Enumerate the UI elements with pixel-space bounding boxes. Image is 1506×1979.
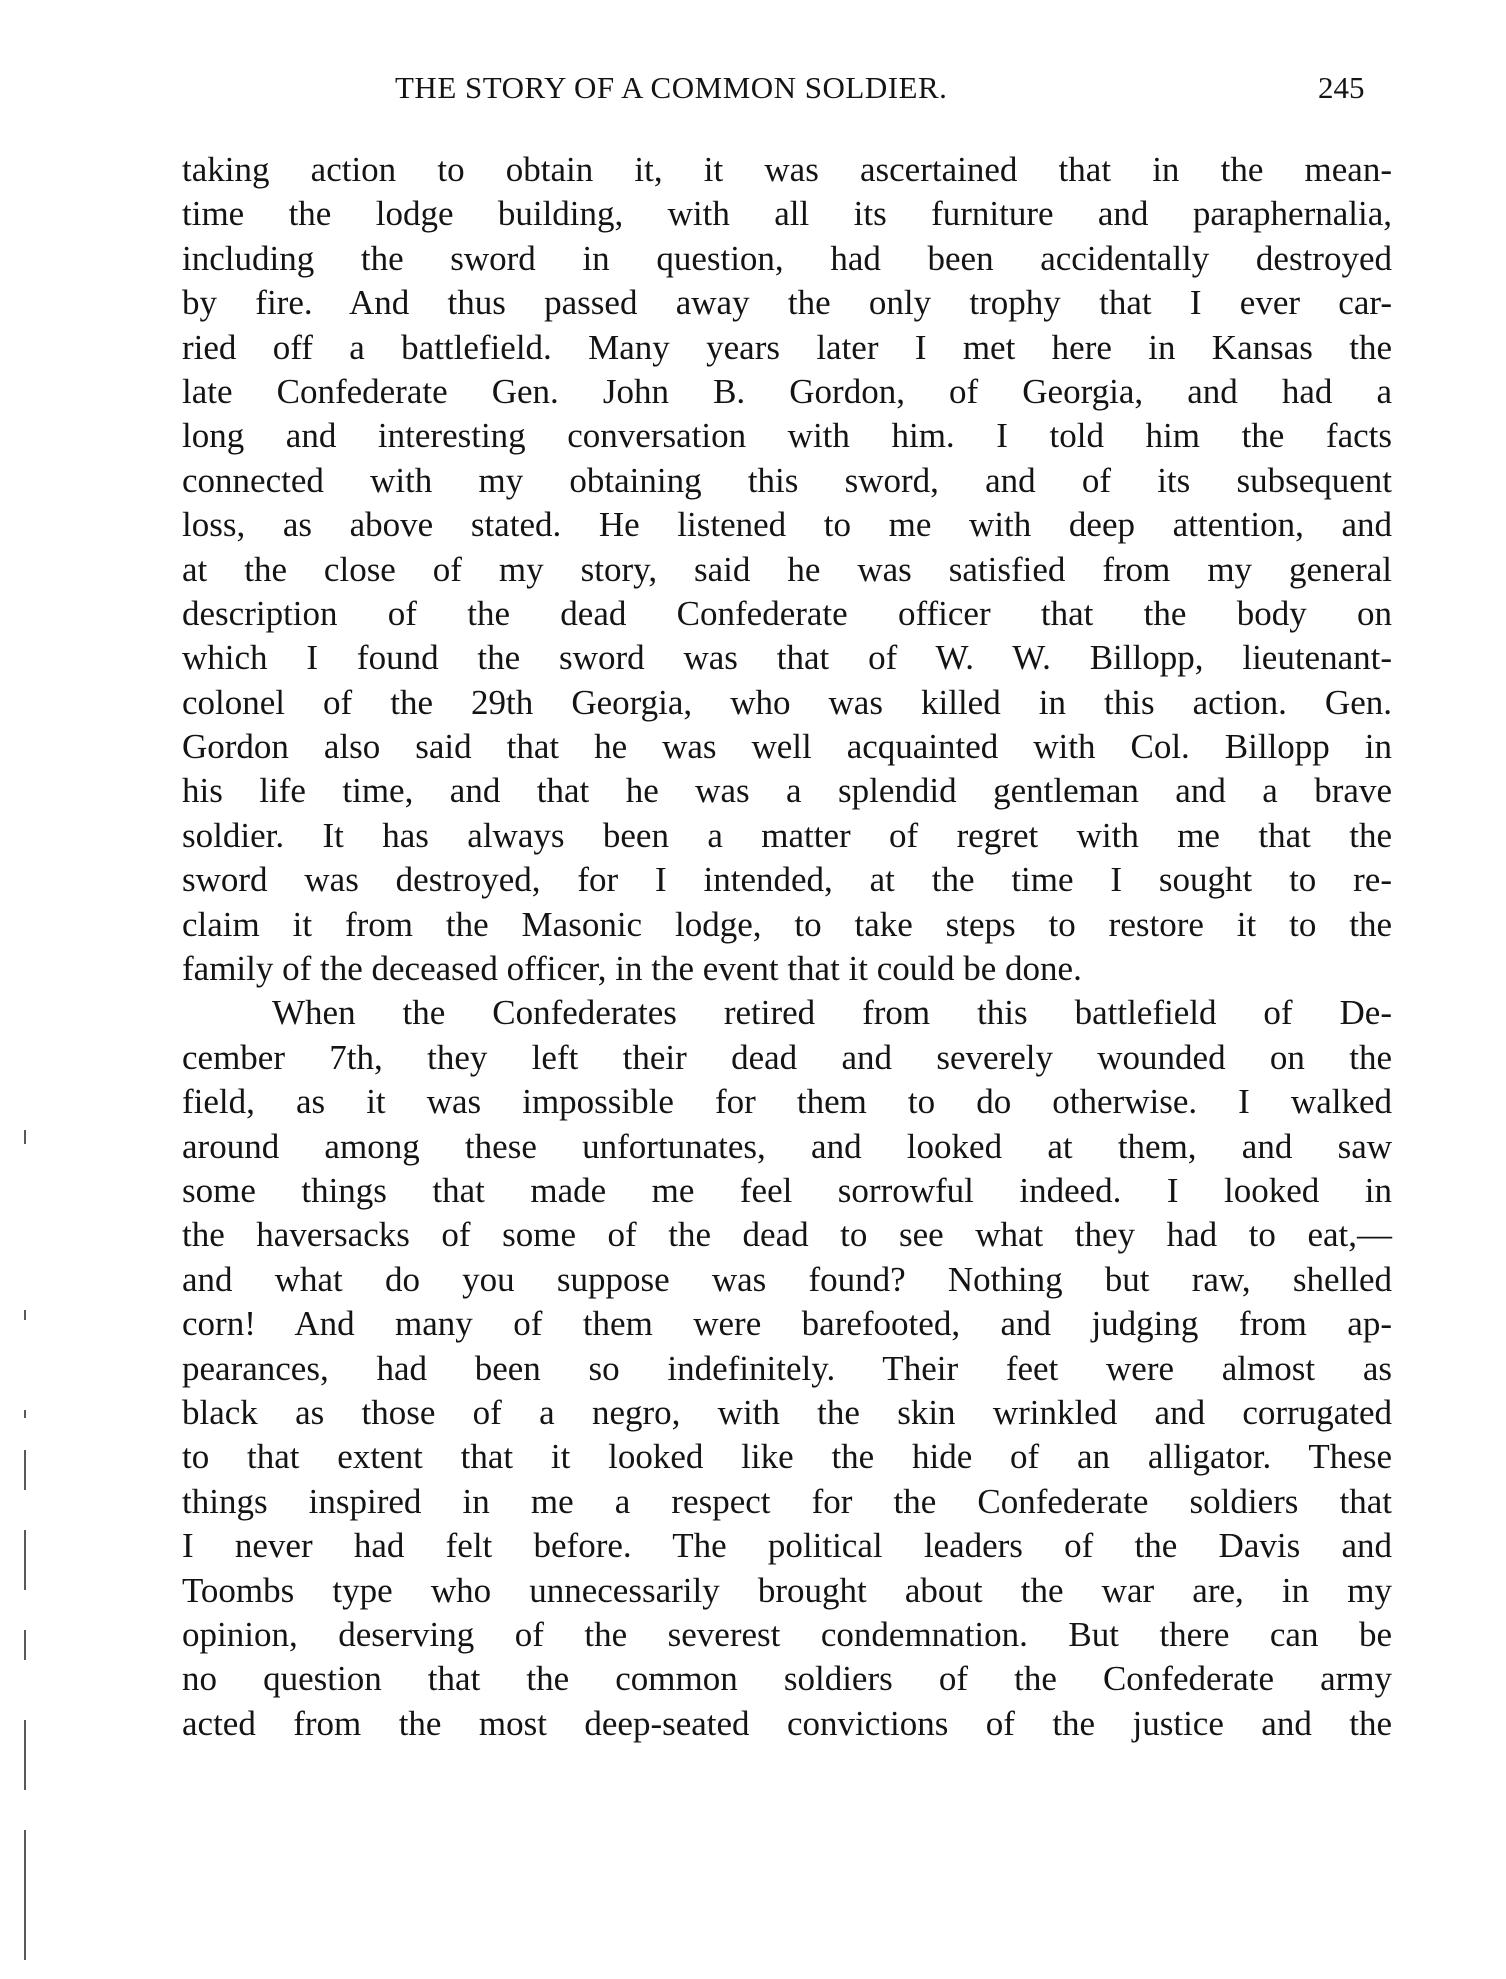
text-line: taking action to obtain it, it was ascertained that in the mean-	[182, 150, 1392, 189]
text-line: black as those of a negro, with the skin wrinkled and corrugated	[182, 1392, 1392, 1432]
text-line: When the Confederates retired from this battlefield of De-	[272, 993, 1392, 1033]
scan-mark	[24, 1410, 26, 1418]
text-line: loss, as above stated. He listened to me with deep attention, and	[182, 505, 1392, 545]
body-text	[182, 148, 1392, 1746]
text-line: the haversacks of some of the dead to see what they had to eat,—	[182, 1215, 1392, 1255]
text-line: to that extent that it looked like the hide of an alligator. These	[182, 1437, 1392, 1477]
scan-margin-artifacts	[24, 1130, 30, 1970]
paragraph-2	[182, 991, 1392, 1746]
text-line: no question that the common soldiers of the Confederate army	[182, 1659, 1392, 1699]
scan-mark	[24, 1720, 26, 1790]
text-line: some things that made me feel sorrowful indeed. I looked in	[182, 1170, 1392, 1210]
text-line: which I found the sword was that of W. W. Billopp, lieutenant-	[182, 638, 1392, 678]
text-line: family of the deceased officer, in the event that it could be done.	[182, 949, 1082, 989]
text-line: acted from the most deep-seated convictions of the justice and the	[182, 1703, 1392, 1743]
scan-mark	[24, 1310, 26, 1320]
scan-mark	[24, 1530, 26, 1590]
text-line: things inspired in me a respect for the Confederate soldiers that	[182, 1481, 1392, 1521]
text-line: long and interesting conversation with him. I told him the facts	[182, 416, 1392, 456]
text-line: claim it from the Masonic lodge, to take steps to restore it to the	[182, 904, 1392, 944]
text-line: ried off a battlefield. Many years later I met here in Kansas the	[182, 327, 1392, 367]
text-line: by fire. And thus passed away the only trophy that I ever car-	[182, 283, 1392, 323]
text-line: and what do you suppose was found? Nothing but raw, shelled	[182, 1259, 1392, 1299]
text-line: time the lodge building, with all its furniture and paraphernalia,	[182, 194, 1392, 234]
text-line: Gordon also said that he was well acquainted with Col. Billopp in	[182, 727, 1392, 767]
scan-mark	[24, 1830, 26, 1960]
text-line: at the close of my story, said he was satisfied from my general	[182, 549, 1392, 589]
scan-mark	[24, 1450, 26, 1490]
scan-mark	[24, 1630, 26, 1660]
text-line: description of the dead Confederate officer that the body on	[182, 593, 1392, 633]
text-line: connected with my obtaining this sword, and of its subsequent	[182, 460, 1392, 500]
scan-mark	[24, 1130, 26, 1144]
text-line: field, as it was impossible for them to do otherwise. I walked	[182, 1082, 1392, 1122]
text-line: Toombs type who unnecessarily brought about the war are, in my	[182, 1570, 1392, 1610]
text-line: including the sword in question, had been accidentally destroyed	[182, 238, 1392, 278]
text-line: around among these unfortunates, and looked at them, and saw	[182, 1126, 1392, 1166]
text-line: colonel of the 29th Georgia, who was killed in this action. Gen.	[182, 682, 1392, 722]
text-line: opinion, deserving of the severest condemnation. But there can be	[182, 1614, 1392, 1654]
text-line: pearances, had been so indefinitely. Their feet were almost as	[182, 1348, 1392, 1388]
running-head-title: THE STORY OF A COMMON SOLDIER.	[395, 70, 948, 105]
text-line: his life time, and that he was a splendid gentleman and a brave	[182, 771, 1392, 811]
text-line: late Confederate Gen. John B. Gordon, of Georgia, and had a	[182, 371, 1392, 411]
text-line: corn! And many of them were barefooted, and judging from ap-	[182, 1304, 1392, 1344]
paragraph-1	[182, 148, 1392, 991]
text-line: I never had felt before. The political leaders of the Davis and	[182, 1526, 1392, 1566]
page-number: 245	[1318, 70, 1365, 105]
text-line: sword was destroyed, for I intended, at the time I sought to re-	[182, 860, 1392, 900]
text-line: soldier. It has always been a matter of regret with me that the	[182, 815, 1392, 855]
text-line: cember 7th, they left their dead and severely wounded on the	[182, 1037, 1392, 1077]
